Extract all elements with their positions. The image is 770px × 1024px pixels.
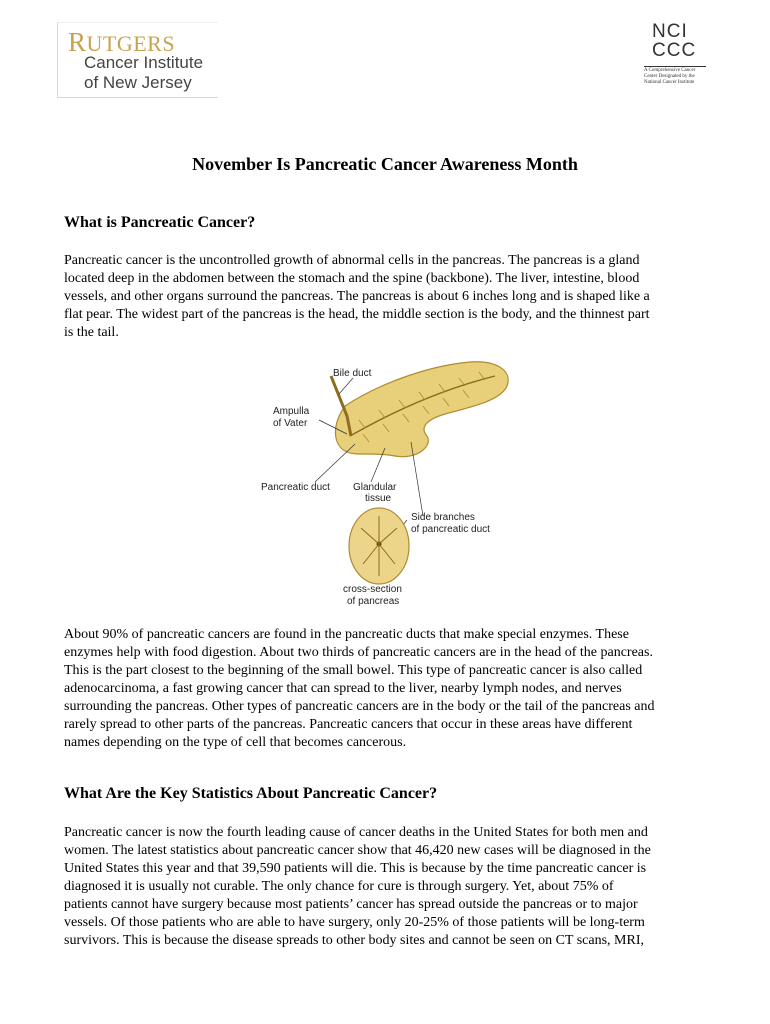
- text-line: rarely spread to other parts of the pancreas. Pancreatic cancers that occur in these areas have different: [64, 717, 633, 732]
- label-bile-duct: Bile duct: [333, 368, 372, 379]
- text-line: Pancreatic cancer is now the fourth leading cause of cancer deaths in the United States for both men and: [64, 825, 648, 840]
- text-line: About 90% of pancreatic cancers are found in the pancreatic ducts that make special enzymes. These: [64, 627, 629, 642]
- text-line: survivors. This is because the disease spreads to other body sites and cannot be seen on CT scans, MRI,: [64, 933, 644, 948]
- label-glandular-1: Glandular: [353, 482, 397, 493]
- text-line: located deep in the abdomen between the stomach and the spine (backbone). The liver, intestine, blood: [64, 271, 640, 286]
- institute-name-line-2: of New Jersey: [84, 73, 192, 92]
- text-line: vessels. Of those patients who are able to have surgery, only 20-25% of those patients will be long-term: [64, 915, 645, 930]
- heading-key-statistics: What Are the Key Statistics About Pancreatic Cancer?: [64, 785, 438, 802]
- rutgers-cinj-logo: [57, 22, 218, 98]
- text-line: United States this year and that 39,590 patients will die. This is because by the time pancreatic cancer is: [64, 861, 647, 876]
- label-side-branches-1: Side branches: [411, 512, 475, 523]
- ccc-text: CCC: [652, 40, 697, 61]
- rutgers-wordmark: RUTGERS: [68, 27, 176, 57]
- page-title: November Is Pancreatic Cancer Awareness Month: [192, 154, 578, 174]
- paragraph-statistics: [64, 824, 714, 950]
- label-ampulla-2: of Vater: [273, 418, 308, 429]
- nci-ccc-logo: [644, 22, 706, 92]
- text-line: Pancreatic cancer is the uncontrolled growth of abnormal cells in the pancreas. The pancreas is a gland: [64, 253, 640, 268]
- text-line: surrounding the pancreas. Other types of pancreatic cancers are in the body or the tail of the pancreas and: [64, 699, 655, 714]
- pancreas-illustration: [255, 356, 515, 608]
- text-line: diagnosed it is usually not curable. The only chance for cure is through surgery. Yet, about 75% of: [64, 879, 614, 894]
- text-line: names depending on the type of cell that becomes cancerous.: [64, 735, 407, 750]
- label-glandular-2: tissue: [365, 493, 392, 504]
- text-line: is the tail.: [64, 325, 119, 340]
- label-pancreatic-duct: Pancreatic duct: [261, 482, 330, 493]
- text-line: patients cannot have surgery because most patients’ cancer has spread outside the pancreas or to major: [64, 897, 638, 912]
- text-line: This is the part closest to the beginning of the small bowel. This type of pancreatic cancer is also called: [64, 663, 643, 678]
- paragraph-what-is: [64, 252, 714, 342]
- institute-name-line-1: Cancer Institute: [84, 53, 204, 72]
- text-line: women. The latest statistics about pancreatic cancer show that 46,420 new cases will be diagnosed in the: [64, 843, 651, 858]
- nci-text: NCI: [652, 21, 688, 42]
- text-line: adenocarcinoma, a fast growing cancer that can spread to the liver, nearby lymph nodes, and nerves: [64, 681, 622, 696]
- logo-divider: [644, 66, 706, 67]
- label-cross-section-2: of pancreas: [347, 596, 400, 607]
- label-side-branches-2: of pancreatic duct: [411, 524, 490, 535]
- paragraph-cancer-types: [64, 626, 714, 752]
- text-line: flat pear. The widest part of the pancreas is the head, the middle section is the body, and the thinnest part: [64, 307, 650, 322]
- nci-tagline: A Comprehensive Cancer Center Designated by the National Cancer Institute: [644, 68, 696, 85]
- label-cross-section-1: cross-section: [343, 584, 402, 595]
- text-line: vessels, and other organs surround the pancreas. The pancreas is about 6 inches long and is shaped like a: [64, 289, 650, 304]
- heading-what-is: What is Pancreatic Cancer?: [64, 214, 256, 231]
- text-line: enzymes help with food digestion. About two thirds of pancreatic cancers are in the head of the pancreas.: [64, 645, 653, 660]
- label-ampulla-1: Ampulla: [273, 406, 310, 417]
